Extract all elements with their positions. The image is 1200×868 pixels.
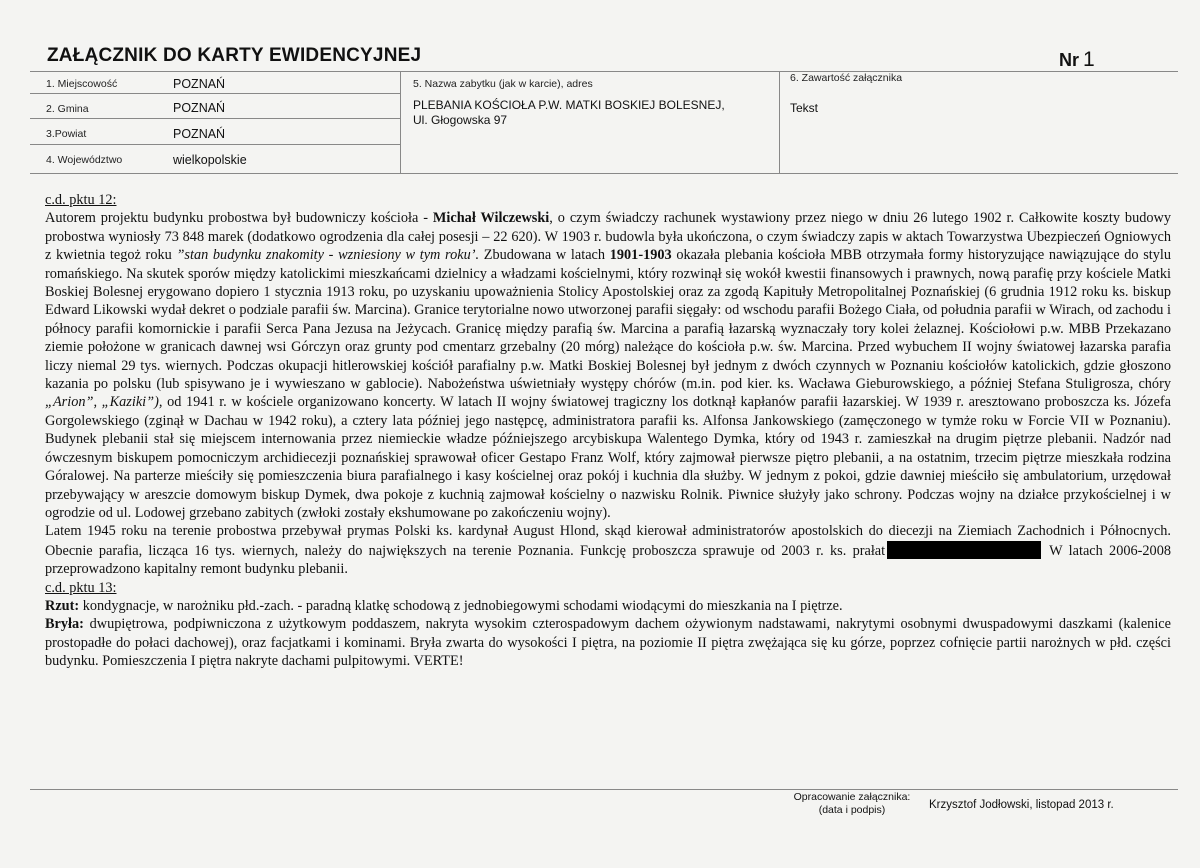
rzut-label: Rzut:	[45, 597, 80, 614]
field-label-gmina: 2. Gmina	[46, 103, 89, 115]
field-value-miejscowosc: POZNAŃ	[173, 77, 226, 91]
field-label-zawartosc: 6. Zawartość załącznika	[790, 72, 903, 84]
paragraph-postwar: Latem 1945 roku na terenie probostwa przebywał prymas Polski ks. kardynał August Hlond, skąd kierował administratorów apostolskich do diecezji na Ziemiach Zachodnich i Północnych. Obecnie parafia, licząca 16 tys. wiernych, należy do największych na terenie Poznania. Funkcję proboszcza sprawuje od 2003 r. ks. prałat W latach 2006-2008 przeprowadzono kapitalny remont budynku plebanii.	[45, 523, 1172, 578]
choir-names: „Arion”, „Kaziki”),	[45, 394, 163, 411]
field-label-nazwa: 5. Nazwa zabytku (jak w karcie), adres	[413, 78, 593, 90]
field-label-miejscowosc: 1. Miejscowość	[46, 78, 118, 90]
footer-line	[30, 789, 1178, 790]
field-value-zawartosc: Tekst	[790, 101, 819, 115]
grid-line-bottom	[30, 173, 1178, 174]
grid-line-top	[30, 71, 1178, 72]
redaction-bar	[887, 541, 1041, 559]
construction-years: 1901-1903	[609, 247, 672, 264]
grid-divider-right	[779, 71, 780, 173]
paragraph-rzut: Rzut: kondygnacje, w narożniku płd.-zach. - paradną klatkę schodową z jednobiegowymi schodami wiodącymi do mieszkania na I piętrze.	[45, 597, 843, 614]
field-value-nazwa-line1: PLEBANIA KOŚCIOŁA P.W. MATKI BOSKIEJ BOLESNEJ,	[413, 98, 725, 112]
quote-text: ”stan budynku znakomity - wzniesiony w tym roku’.	[176, 247, 480, 264]
grid-line-row2	[30, 118, 400, 119]
paragraph-history: Autorem projektu budynku probostwa był budowniczy kościoła - Michał Wilczewski, o czym świadczy rachunek wystawiony przez niego w dniu 26 lutego 1902 r. Całkowite koszty budowy probostwa wyniosły 73 848 marek (dodatkowo ogrodzenia dla całej posesji – 22 620). W 1903 r. budowla była ukończona, o czym świadczy zapis w aktach Towarzystwa Ubezpieczeń Ogniowych z kwietnia tegoż roku ”stan budynku znakomity - wzniesiony w tym roku’. Zbudowana w latach 1901-1903 okazała plebania kościoła MBB otrzymała formy historyzujące nawiązujące do stylu romańskiego. Na skutek sporów między katolickimi mieszkańcami dzielnicy a władzami kościelnymi, który rozwinął się wokół kwestii finansowych i prawnych, nową parafię przy kościele Matki Boskiej Bolesnej erygowano dopiero 1 stycznia 1913 roku, po uzyskaniu upoważnienia Stolicy Apostolskiej oraz za zgodą Kapituły Metropolitalnej Poznańskiej (6 grudnia 1912 roku ks. biskup Edward Likowski wydał dekret o podziale parafii św. Marcina). Granice terytorialne nowo utworzonej parafii sięgały: od wschodu parafii Bożego Ciała, od południa parafii w Wirach, od zachodu i północy parafii komornickie i parafii Serca Pana Jezusa na Jeżycach. Granicę między parafią św. Marcina a parafią łazarską wyznaczały tory kolei żelaznej. Kościołowi p.w. MBB Przekazano ziemie położone w granicach dawnej wsi Górczyn oraz grunty pod cmentarz grzebalny (20 mórg) należące do kościoła p.w. św. Marcina. Przed wybuchem II wojny światowej łazarska parafia liczy niemal 29 tys. wiernych. Podczas okupacji hitlerowskiej kościół parafialny p.w. Matki Boskiej Bolesnej był jednym z dwóch czynnych w Poznaniu kościołów katolickich, gdzie głoszono kazania po polsku (lub spisywano je i wywieszano w gablocie). Nabożeństwa uświetniały występy chórów (m.in. pod kier. ks. Wacława Gieburowskiego, a później Stefana Stuligrosza, chóry „Arion”, „Kaziki”), od 1941 r. w kościele organizowano koncerty. W latach II wojny światowej tragiczny los dotknął kapłanów parafii łazarskiej. W 1939 r. aresztowano proboszcza ks. Józefa Gorgolewskiego (zginął w Dachau w 1942 roku), a cztery lata później jego następcę, administratora parafii ks. Alfonsa Jankowskiego (zamęczonego w tymże roku w Forcie VII w Poznaniu). Budynek plebanii stał się miejscem internowania przez niemieckie władze późniejszego arcybiskupa Walentego Dymka, który od 1943 r. zamieszkał na drugim piętrze plebanii. Nadzór nad ówczesnym biskupem pomocniczym archidiecezji poznańskiej sprawował oficer Gestapo Franz Wolf, który zajmował pierwsze piętro plebanii, a na ostatnim, trzecim piętrze mieszkała rodzina Góralowej. Na parterze mieściły się pomieszczenia biura parafialnego i kasy kościelnej oraz pokój i kuchnia dla służby. W jednym z pokoi, gdzie dawniej mieściło się ambulatorium, urzędował przebywający w areszcie domowym biskup Dymek, dwa pokoje z kuchnią zajmował kościelny o nazwisku Rolnik. Piwnice służyły jako schrony. Podczas wojny na działce przykościelnej i w ogrodzie od ul. Lodowej grzebano zabitych (zwłoki zostały ekshumowane po zakończeniu wojny).	[45, 210, 1172, 521]
field-label-wojewodztwo: 4. Województwo	[46, 154, 123, 166]
footer-author: Krzysztof Jodłowski, listopad 2013 r.	[929, 799, 1114, 811]
number-label: Nr	[1059, 50, 1080, 70]
field-value-wojewodztwo: wielkopolskie	[173, 153, 247, 167]
document-number	[1059, 48, 1095, 72]
footer-label: Opracowanie załącznika: (data i podpis)	[793, 791, 911, 816]
section-heading-13: c.d. pktu 13:	[45, 579, 117, 596]
paragraph-bryla: Bryła: dwupiętrowa, podpiwniczona z użytkowym poddaszem, nakryta wysokim czterospadowym dachem ożywionym nadstawami, nakrytymi osobnymi dwuspadowymi daszkami (kalenice prostopadłe do połaci dachowej), oraz facjatkami i kominami. Bryła zwarta do wysokości I piętra, na poziomie II piętra zwężająca się ku górze, poprzez cofnięcie partii narożnych w płd. części budynku. Pomieszczenia I piętra nakryte dachami pulpitowymi. VERTE!	[45, 616, 1171, 670]
grid-line-row3	[30, 144, 400, 145]
bryla-label: Bryła:	[45, 616, 84, 633]
field-value-nazwa-line2: Ul. Głogowska 97	[413, 113, 508, 127]
document-title: ZAŁĄCZNIK DO KARTY EWIDENCYJNEJ	[47, 45, 422, 66]
field-label-powiat: 3.Powiat	[46, 128, 87, 140]
grid-divider-left	[400, 71, 401, 173]
number-value: 1	[1083, 48, 1095, 71]
grid-line-row1	[30, 93, 400, 94]
architect-name: Michał Wilczewski	[432, 210, 550, 227]
document-body	[45, 191, 1171, 671]
section-heading-12: c.d. pktu 12:	[45, 192, 117, 208]
field-value-powiat: POZNAŃ	[173, 127, 226, 141]
field-value-gmina: POZNAŃ	[173, 101, 226, 115]
